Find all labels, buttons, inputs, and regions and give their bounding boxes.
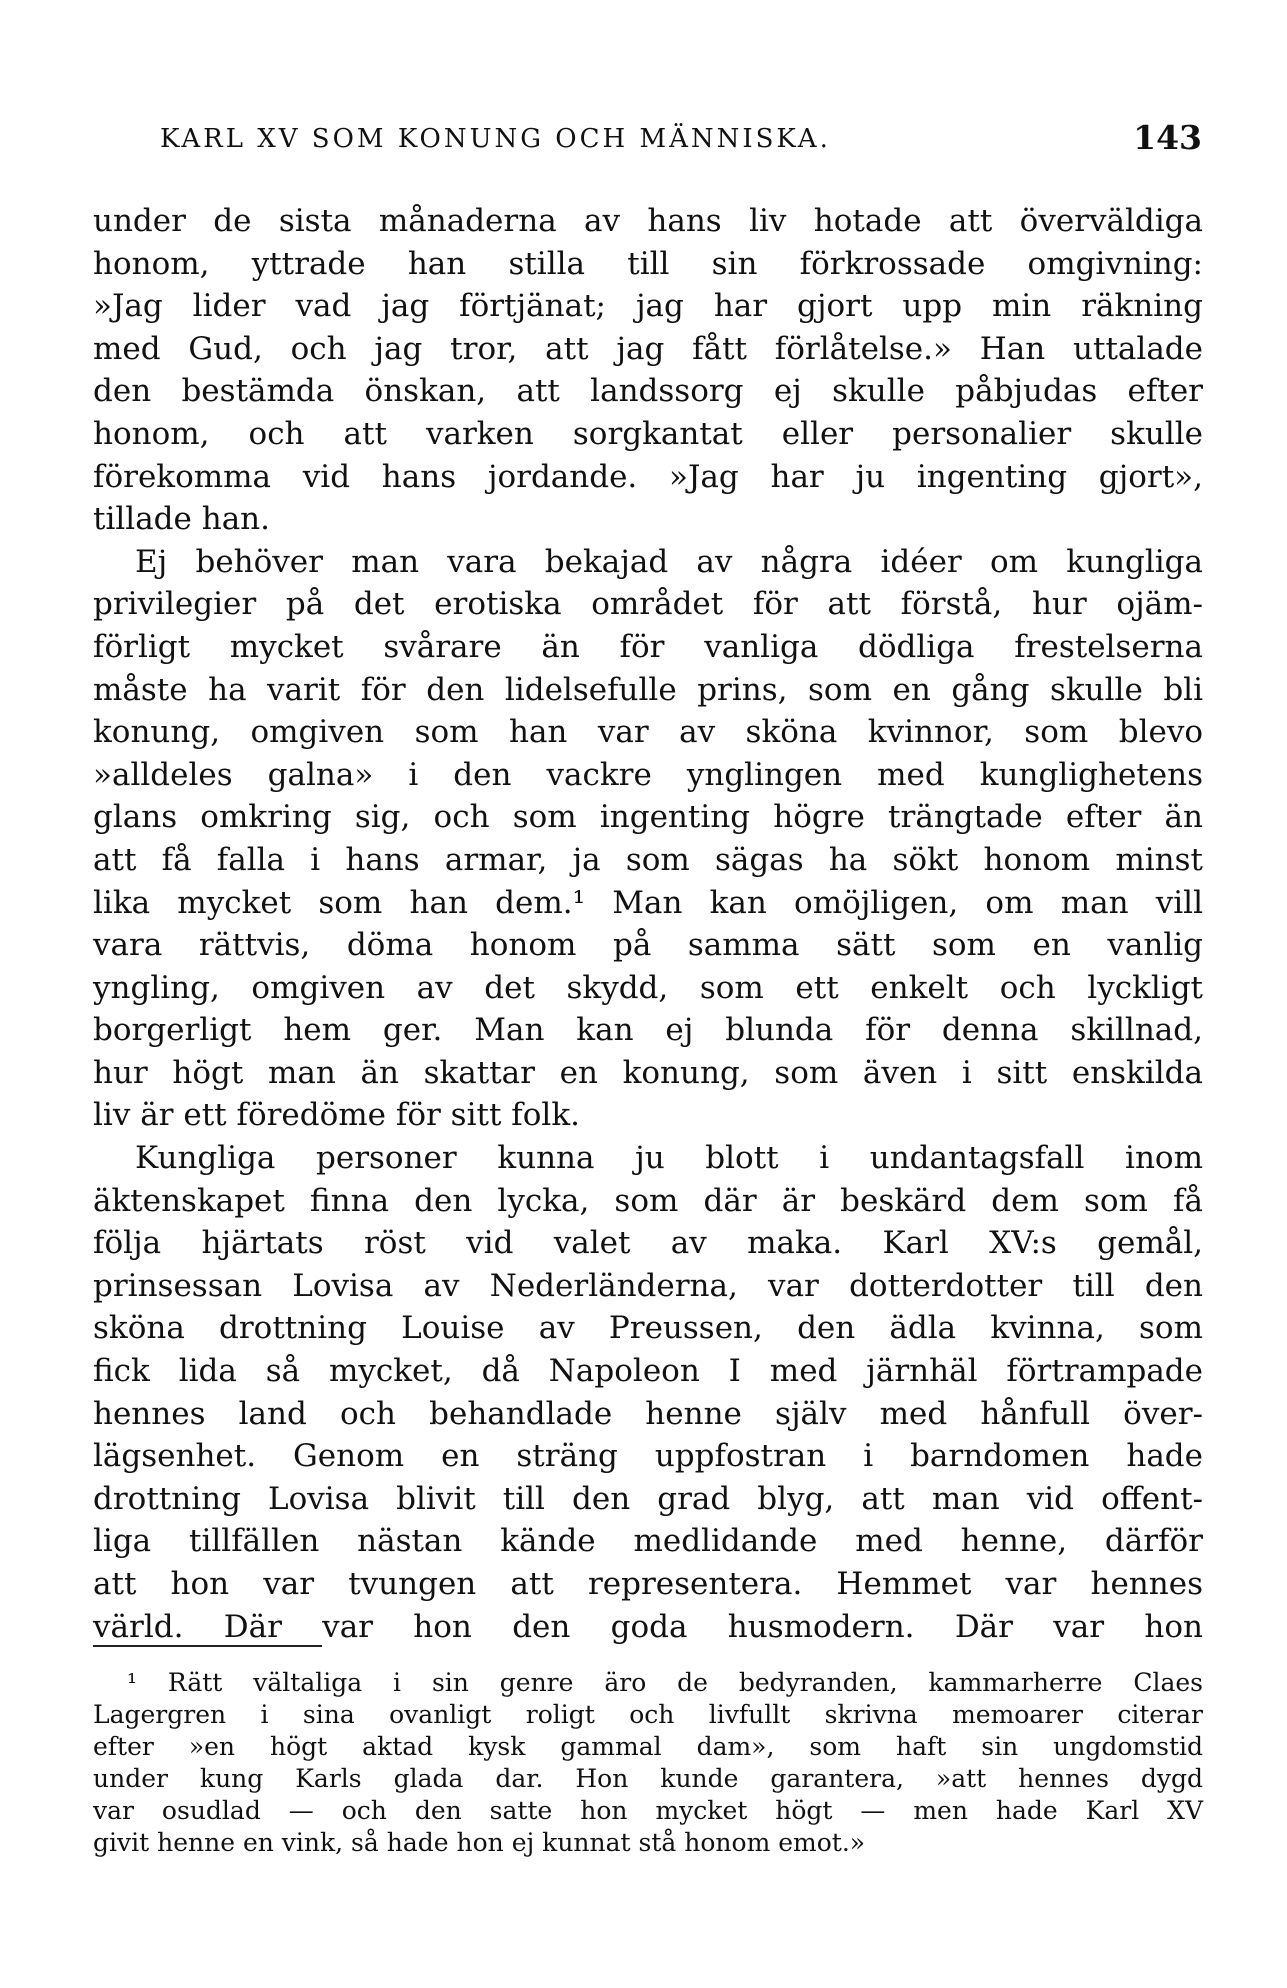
text-line: liga tillfällen nästan kände medlidande med henne, därför: [93, 1523, 1203, 1560]
text-line: privilegier på det erotiska området för att förstå, hur ojäm-: [93, 586, 1203, 623]
text-line: honom, yttrade han stilla till sin förkrossade omgivning:: [93, 245, 1203, 282]
footnote-line: efter »en högt aktad kysk gammal dam», som haft sin ungdomstid: [93, 1732, 1203, 1761]
text-line: vara rättvis, döma honom på samma sätt som en vanlig: [93, 927, 1203, 964]
text-line: måste ha varit för den lidelsefulle prins, som en gång skulle bli: [93, 671, 1203, 708]
page-header: [150, 118, 1202, 162]
text-line: »alldeles galna» i den vackre ynglingen med kunglighetens: [93, 756, 1203, 793]
footnote-line: givit henne en vink, så hade hon ej kunnat stå honom emot.»: [93, 1828, 866, 1857]
text-line: liv är ett föredöme för sitt folk.: [93, 1097, 580, 1134]
text-line: borgerligt hem ger. Man kan ej blunda för denna skillnad,: [93, 1012, 1203, 1049]
text-line: följa hjärtats röst vid valet av maka. Karl XV:s gemål,: [93, 1225, 1203, 1262]
text-line: hur högt man än skattar en konung, som även i sitt enskilda: [93, 1054, 1203, 1091]
text-line: förekomma vid hans jordande. »Jag har ju ingenting gjort»,: [93, 458, 1203, 495]
text-line: konung, omgiven som han var av sköna kvinnor, som blevo: [93, 714, 1203, 751]
text-line: »Jag lider vad jag förtjänat; jag har gjort upp min räkning: [93, 288, 1203, 325]
text-line: att få falla i hans armar, ja som sägas ha sökt honom minst: [93, 841, 1203, 878]
text-line: drottning Lovisa blivit till den grad blyg, att man vid offent-: [93, 1480, 1203, 1517]
text-line: fick lida så mycket, då Napoleon I med järnhäl förtrampade: [93, 1353, 1203, 1390]
text-line: förligt mycket svårare än för vanliga dödliga frestelserna: [93, 628, 1203, 665]
text-line: Ej behöver man vara bekajad av några idéer om kungliga: [135, 543, 1203, 580]
footnotes: [93, 1667, 1203, 1859]
text-line: den bestämda önskan, att landssorg ej skulle påbjudas efter: [93, 373, 1203, 410]
text-line: yngling, omgiven av det skydd, som ett enkelt och lyckligt: [93, 969, 1203, 1006]
text-line: att hon var tvungen att representera. Hemmet var hennes: [93, 1566, 1203, 1602]
text-line: honom, och att varken sorgkantat eller personalier skulle: [93, 415, 1203, 452]
footnote-line: var osudlad — och den satte hon mycket högt — men hade Karl XV: [93, 1796, 1203, 1825]
text-line: äktenskapet finna den lycka, som där är beskärd dem som få: [93, 1182, 1203, 1219]
footnote-line: Lagergren i sina ovanligt roligt och livfullt skrivna memoarer citerar: [93, 1700, 1203, 1729]
text-line: sköna drottning Louise av Preussen, den ädla kvinna, som: [93, 1310, 1203, 1347]
text-line: prinsessan Lovisa av Nederländerna, var dotterdotter till den: [93, 1267, 1203, 1304]
text-line: lägsenhet. Genom en sträng uppfostran i barndomen hade: [93, 1438, 1203, 1475]
text-line: med Gud, och jag tror, att jag fått förlåtelse.» Han uttalade: [93, 330, 1203, 367]
footnote-divider: [93, 1645, 322, 1647]
text-line: hennes land och behandlade henne själv med hånfull över-: [93, 1395, 1203, 1432]
text-line: lika mycket som han dem.¹ Man kan omöjligen, om man vill: [93, 884, 1203, 921]
text-line: under de sista månaderna av hans liv hotade att överväldiga: [93, 203, 1203, 239]
text-line: tillade han.: [93, 501, 270, 538]
page-number: 143: [1133, 118, 1202, 157]
text-line: värld. Där var hon den goda husmodern. Där var hon: [93, 1608, 1203, 1645]
running-head: KARL XV SOM KONUNG OCH MÄNNISKA.: [160, 124, 831, 154]
text-line: glans omkring sig, och som ingenting högre trängtade efter än: [93, 799, 1203, 836]
footnote-line: ¹ Rätt vältaliga i sin genre äro de bedyranden, kammarherre Claes: [127, 1668, 1203, 1697]
footnote-line: under kung Karls glada dar. Hon kunde garantera, »att hennes dygd: [93, 1764, 1203, 1793]
body-text: [93, 200, 1203, 1648]
text-line: Kungliga personer kunna ju blott i undantagsfall inom: [135, 1140, 1203, 1177]
